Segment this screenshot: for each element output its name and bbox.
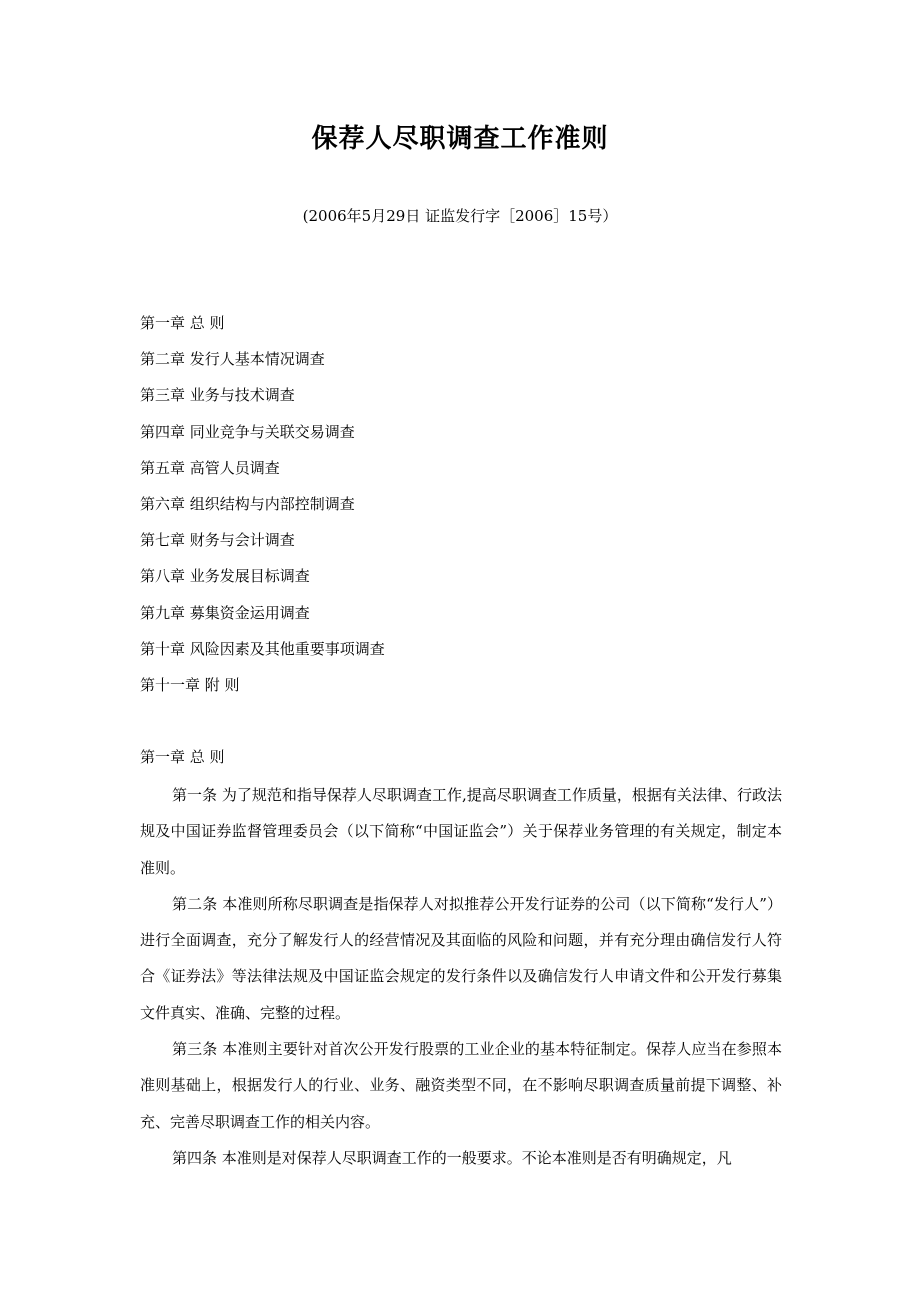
toc-item: 第四章 同业竞争与关联交易调查 xyxy=(140,422,355,441)
article-paragraph: 第三条 本准则主要针对首次公开发行股票的工业企业的基本特征制定。保荐人应当在参照本准则基础上，根据发行人的行业、业务、融资类型不同，在不影响尽职调查质量前提下调整、补充、完善尽职调查工作的相关内容。 xyxy=(140,1040,782,1131)
toc-item: 第五章 高管人员调查 xyxy=(140,458,280,477)
article-paragraph: 第一条 为了规范和指导保荐人尽职调查工作,提高尽职调查工作质量，根据有关法律、行政法规及中国证券监督管理委员会（以下简称“中国证监会”）关于保荐业务管理的有关规定，制定本准则。 xyxy=(140,786,782,877)
toc-item: 第十一章 附 则 xyxy=(140,675,240,694)
document-title: 保荐人尽职调查工作准则 xyxy=(311,124,609,154)
document-subtitle: (2006年5月29日 证监发行字［2006］15号） xyxy=(302,207,618,225)
toc-item: 第一章 总 则 xyxy=(140,314,225,332)
article-paragraph: 第二条 本准则所称尽职调查是指保荐人对拟推荐公开发行证券的公司（以下简称“发行人”）进行全面调查，充分了解发行人的经营情况及其面临的风险和问题，并有充分理由确信发行人符合《证券法》等法律法规及中国证监会规定的发行条件以及确信发行人申请文件和公开发行募集文件真实、准确、完整的过程。 xyxy=(140,894,782,1022)
toc-item: 第二章 发行人基本情况调查 xyxy=(140,350,325,369)
toc-item: 第十章 风险因素及其他重要事项调查 xyxy=(140,639,385,658)
toc-item: 第三章 业务与技术调查 xyxy=(140,386,295,405)
chapter-heading: 第一章 总 则 xyxy=(140,748,225,766)
toc-item: 第九章 募集资金运用调查 xyxy=(140,603,310,622)
toc-item: 第七章 财务与会计调查 xyxy=(140,531,295,550)
table-of-contents xyxy=(140,312,385,710)
article-paragraph: 第四条 本准则是对保荐人尽职调查工作的一般要求。不论本准则是否有明确规定，凡 xyxy=(172,1148,732,1167)
toc-item: 第六章 组织结构与内部控制调查 xyxy=(140,494,355,513)
toc-item: 第八章 业务发展目标调查 xyxy=(140,567,310,586)
document-body xyxy=(140,777,782,1176)
